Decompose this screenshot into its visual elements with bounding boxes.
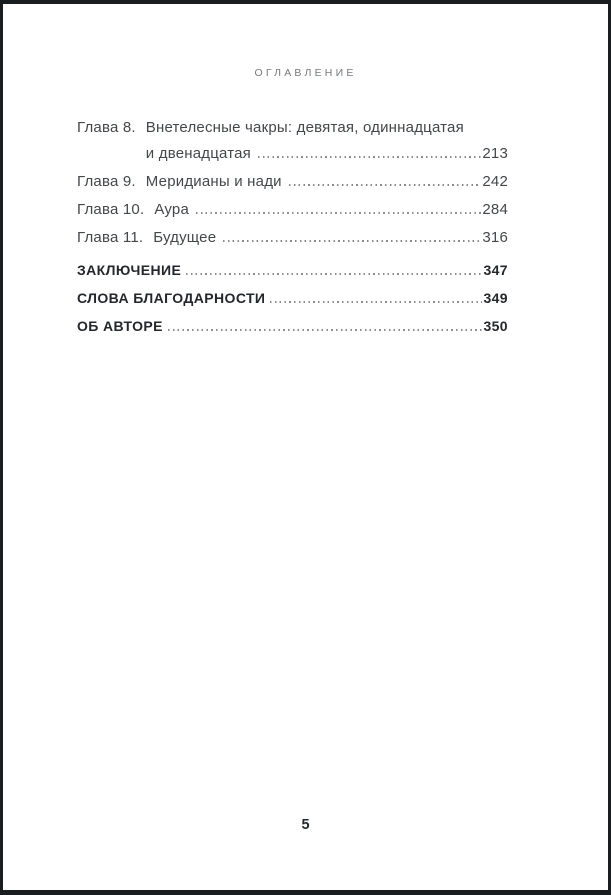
- page-ref: 316: [482, 229, 508, 246]
- chapter-title-line-2: и двенадцатая: [145, 145, 251, 162]
- toc-entry-conclusion: [77, 257, 508, 283]
- page-ref: 242: [482, 173, 508, 190]
- page-ref: 350: [483, 318, 508, 334]
- dot-leader: [196, 212, 481, 214]
- chapter-label: Глава 10.: [77, 201, 145, 218]
- toc-entry-about-author: [77, 313, 508, 339]
- folio-page-number: 5: [301, 817, 310, 833]
- entry-body: [153, 225, 508, 251]
- backmatter-sections: [77, 257, 508, 339]
- entry-row: [153, 225, 508, 251]
- section-label: ЗАКЛЮЧЕНИЕ: [77, 262, 182, 278]
- entry-row: [146, 169, 508, 195]
- section-label: СЛОВА БЛАГОДАРНОСТИ: [77, 290, 266, 306]
- page-ref: 284: [482, 201, 508, 218]
- section-label: ОБ АВТОРЕ: [77, 318, 163, 334]
- chapter-title: Аура: [154, 201, 189, 218]
- chapter-label: Глава 8.: [77, 119, 136, 136]
- dot-leader: [186, 273, 482, 275]
- toc-entry-acknowledgments: [77, 285, 508, 311]
- chapter-title-line-1: Внетелесные чакры: девятая, одиннадцатая: [145, 119, 464, 136]
- dot-leader: [223, 240, 481, 242]
- dot-leader: [289, 184, 482, 186]
- table-of-contents: [77, 115, 508, 339]
- chapter-label: Глава 9.: [77, 173, 136, 190]
- page-ref: 347: [483, 262, 508, 278]
- entry-row: [154, 197, 508, 223]
- dot-leader: [168, 329, 483, 331]
- toc-entry-chapter-10: [77, 197, 508, 223]
- entry-body: [154, 197, 508, 223]
- toc-entry-chapter-9: [77, 169, 508, 195]
- toc-entry-chapter-8: [77, 115, 508, 167]
- chapter-title: Меридианы и нади: [145, 173, 282, 190]
- page-title: ОГЛАВЛЕНИЕ: [254, 67, 357, 79]
- dot-leader: [258, 156, 481, 158]
- page-ref: 349: [483, 290, 508, 306]
- chapter-title: Будущее: [153, 229, 217, 246]
- page-ref: 213: [482, 145, 508, 162]
- chapter-label: Глава 11.: [77, 229, 144, 246]
- toc-entry-chapter-11: [77, 225, 508, 251]
- dot-leader: [270, 301, 482, 303]
- entry-body: [146, 169, 508, 195]
- entry-row: [146, 141, 508, 167]
- entry-body: [146, 115, 508, 167]
